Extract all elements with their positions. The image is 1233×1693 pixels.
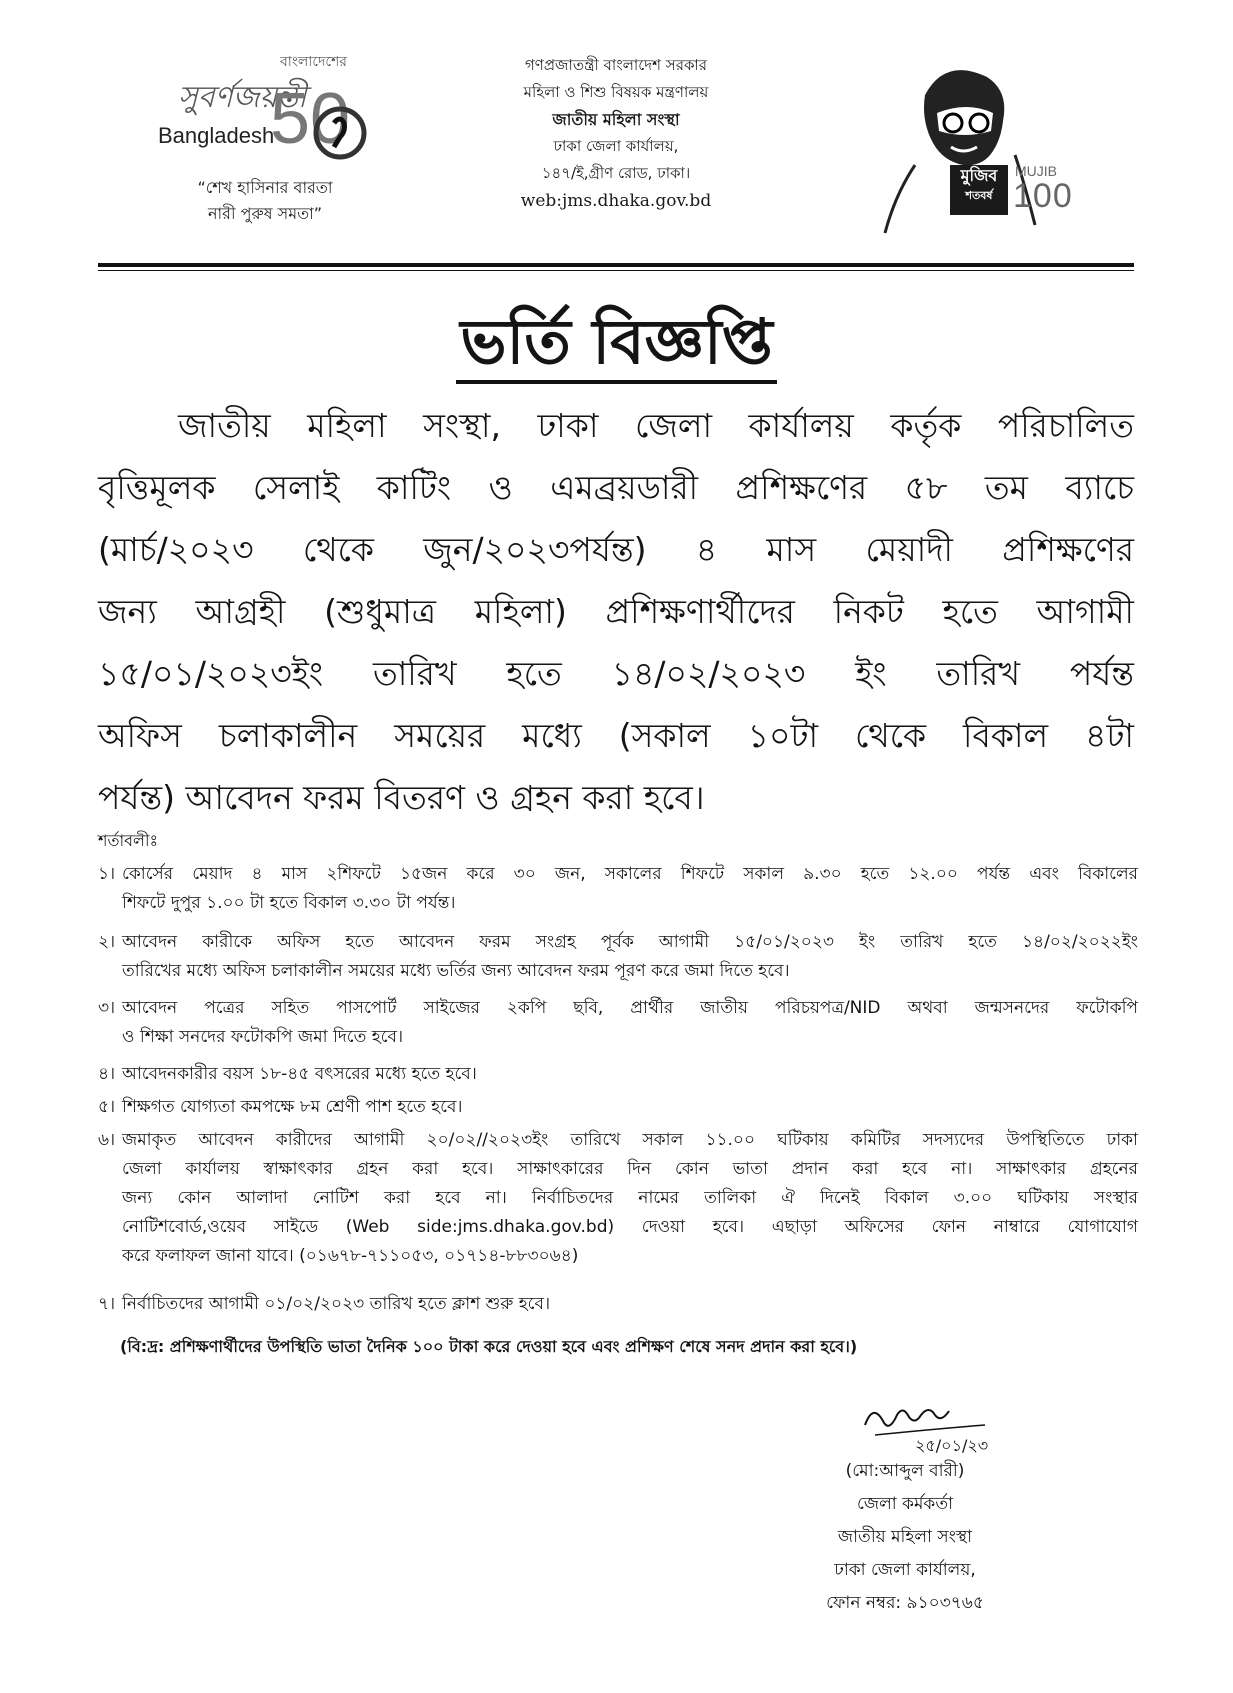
intro-line: অফিস চলাকালীন সময়ের মধ্যে (সকাল ১০টা থেকে বিকাল ৪টা bbox=[98, 716, 1134, 755]
mujib-english: MUJIB bbox=[1015, 163, 1057, 179]
condition-item bbox=[98, 1290, 1138, 1319]
intro-line: জন্য আগ্রহী (শুধুমাত্র মহিলা) প্রশিক্ষণার্থীদের নিকট হতে আগামী bbox=[98, 592, 1134, 631]
slogan-line-2: নারী পুরুষ সমতা” bbox=[207, 204, 323, 223]
condition-item bbox=[98, 994, 1138, 1052]
condition-line: আবেদন পত্রের সহিত পাসপোর্ট সাইজের ২কপি ছবি, প্রার্থীর জাতীয় পরিচয়পত্র/NID অথবা জন্মসনদের ফটোকপি bbox=[122, 998, 1138, 1018]
signature-mark bbox=[855, 1395, 1025, 1455]
signature-block bbox=[780, 1455, 1030, 1620]
condition-line: তারিখের মধ্যে অফিস চলাকালীন সময়ের মধ্যে ভর্তির জন্য আবেদন ফরম পূরণ করে জমা দিতে হবে। bbox=[122, 961, 790, 981]
condition-item bbox=[98, 1126, 1138, 1271]
conditions-heading: শর্তাবলীঃ bbox=[98, 831, 159, 850]
condition-line: নির্বাচিতদের আগামী ০১/০২/২০২৩ তারিখ হতে ক্লাশ শুরু হবে। bbox=[122, 1294, 551, 1314]
allowance-note: (বি:দ্র: প্রশিক্ষণার্থীদের উপস্থিতি ভাতা দৈনিক ১০০ টাকা করে দেওয়া হবে এবং প্রশিক্ষণ শেষে সনদ প্রদান করা হবে।) bbox=[120, 1337, 858, 1356]
page-title-text: ভর্তি বিজ্ঞপ্তি bbox=[456, 305, 776, 384]
jubilee-country-text: Bangladesh bbox=[158, 123, 275, 148]
header-divider bbox=[98, 263, 1134, 267]
condition-line: আবেদন কারীকে অফিস হতে আবেদন ফরম সংগ্রহ পূর্বক আগামী ১৫/০১/২০২৩ ইং তারিখ হতে ১৪/০২/২০২২ইং bbox=[122, 932, 1138, 952]
mujib-badge-bottom: শতবর্ষ bbox=[965, 189, 993, 202]
intro-paragraph bbox=[98, 395, 1134, 829]
signatory-office: ঢাকা জেলা কার্যালয়, bbox=[834, 1560, 976, 1580]
condition-number: ১। bbox=[98, 864, 116, 884]
address-line: ১৪৭/ই,গ্রীণ রোড, ঢাকা। bbox=[541, 164, 691, 182]
signature-date: ২৫/০১/২৩ bbox=[915, 1436, 989, 1455]
condition-line: জমাকৃত আবেদন কারীদের আগামী ২০/০২//২০২৩ইং তারিখে সকাল ১১.০০ ঘটিকায় কমিটির সদস্যদের উপস্থিতিতে ঢাকা bbox=[122, 1130, 1138, 1150]
intro-line: বৃত্তিমূলক সেলাই কাটিং ও এমব্রয়ডারী প্রশিক্ষণের ৫৮ তম ব্যাচে bbox=[98, 468, 1134, 507]
condition-number: ৭। bbox=[98, 1294, 116, 1314]
mujib-100-logo bbox=[855, 55, 1110, 235]
intro-line: জাতীয় মহিলা সংস্থা, ঢাকা জেলা কার্যালয় কর্তৃক পরিচালিত bbox=[178, 406, 1134, 445]
condition-line: আবেদনকারীর বয়স ১৮-৪৫ বৎসরের মধ্যে হতে হবে। bbox=[122, 1064, 477, 1084]
condition-item bbox=[98, 1060, 1138, 1089]
condition-line: শিফটে দুপুর ১.০০ টা হতে বিকাল ৩.৩০ টা পর্যন্ত। bbox=[122, 893, 456, 913]
condition-line: কোর্সের মেয়াদ ৪ মাস ২শিফটে ১৫জন করে ৩০ জন, সকালের শিফটে সকাল ৯.৩০ হতে ১২.০০ পর্যন্ত এবং বিকালের bbox=[122, 864, 1138, 884]
condition-item bbox=[98, 1093, 1138, 1122]
jubilee-top-text: বাংলাদেশের bbox=[280, 54, 347, 70]
golden-jubilee-logo bbox=[150, 45, 380, 235]
organization-line: জাতীয় মহিলা সংস্থা bbox=[552, 110, 680, 129]
mujib-number: 100 bbox=[1013, 177, 1073, 215]
page-title bbox=[0, 295, 1233, 398]
condition-item bbox=[98, 928, 1138, 986]
signatory-designation: জেলা কর্মকর্তা bbox=[856, 1494, 954, 1514]
condition-number: ৪। bbox=[98, 1064, 116, 1084]
condition-line: শিক্ষগত যোগ্যতা কমপক্ষে ৮ম শ্রেণী পাশ হতে হবে। bbox=[122, 1097, 463, 1117]
condition-item bbox=[98, 860, 1138, 918]
condition-number: ৬। bbox=[98, 1130, 116, 1150]
slogan-line-1: “শেখ হাসিনার বারতা bbox=[197, 178, 333, 197]
signatory-name: (মো:আব্দুল বারী) bbox=[845, 1461, 965, 1481]
office-line: ঢাকা জেলা কার্যালয়, bbox=[553, 137, 679, 155]
jubilee-50-icon bbox=[268, 65, 368, 175]
condition-number: ৫। bbox=[98, 1097, 116, 1117]
condition-number: ৩। bbox=[98, 998, 116, 1018]
condition-number: ২। bbox=[98, 932, 116, 952]
condition-line: করে ফলাফল জানা যাবে। (০১৬৭৮-৭১১০৫৩, ০১৭১৪-৮৮৩০৬৪) bbox=[122, 1246, 579, 1266]
intro-line: পর্যন্ত) আবেদন ফরম বিতরণ ও গ্রহন করা হবে। bbox=[98, 778, 705, 817]
office-header bbox=[430, 52, 802, 215]
mujib-badge-top: মুজিব bbox=[960, 166, 998, 185]
condition-line: জেলা কার্যালয় স্বাক্ষাৎকার গ্রহন করা হবে। সাক্ষাৎকারের দিন কোন ভাতা প্রদান করা হবে না। সাক্ষাৎকার গ্রহনের bbox=[122, 1159, 1138, 1179]
website-line: web:jms.dhaka.gov.bd bbox=[520, 191, 712, 211]
signatory-organization: জাতীয় মহিলা সংস্থা bbox=[837, 1527, 973, 1547]
jubilee-number: 50 bbox=[270, 79, 351, 159]
ministry-line: মহিলা ও শিশু বিষয়ক মন্ত্রণালয় bbox=[523, 83, 709, 101]
condition-line: ও শিক্ষা সনদের ফটোকপি জমা দিতে হবে। bbox=[122, 1027, 404, 1047]
government-line: গণপ্রজাতন্ত্রী বাংলাদেশ সরকার bbox=[524, 56, 708, 74]
condition-line: নোটিশবোর্ড,ওয়েব সাইডে (Web side:jms.dhaka.gov.bd) দেওয়া হবে। এছাড়া অফিসের ফোন নাম্বারে যোগাযোগ bbox=[122, 1217, 1138, 1237]
intro-line: ১৫/০১/২০২৩ইং তারিখ হতে ১৪/০২/২০২৩ ইং তারিখ পর্যন্ত bbox=[98, 654, 1134, 693]
signatory-phone: ফোন নম্বর: ৯১০৩৭৬৫ bbox=[826, 1593, 984, 1613]
condition-line: জন্য কোন আলাদা নোটিশ করা হবে না। নির্বাচিতদের নামের তালিকা ঐ দিনেই বিকাল ৩.০০ ঘটিকায় সংস্থার bbox=[122, 1188, 1138, 1208]
header-divider-thin bbox=[98, 270, 1134, 271]
jubilee-main-text: সুবর্ণজয়ন্তী bbox=[178, 80, 307, 115]
intro-line: (মার্চ/২০২৩ থেকে জুন/২০২৩পর্যন্ত) ৪ মাস মেয়াদী প্রশিক্ষণের bbox=[98, 530, 1134, 569]
mujib-badge bbox=[950, 165, 1008, 215]
